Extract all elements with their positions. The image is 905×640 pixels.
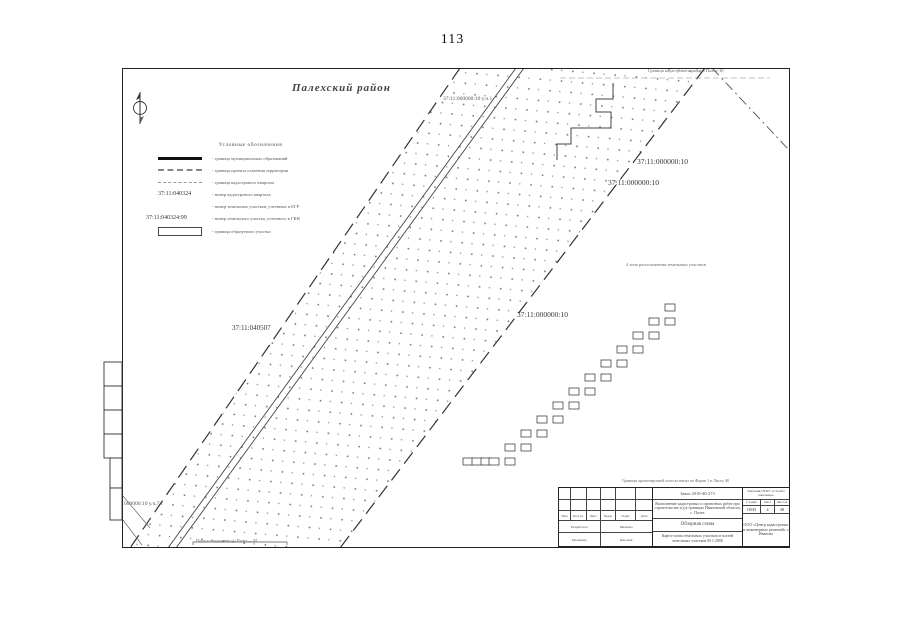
title-block <box>558 487 790 547</box>
parcel-label-center: 37:11:000000:10 <box>517 310 568 319</box>
municipal-boundary-line <box>712 68 789 150</box>
stamp-note: Границы проектируемой полосы взяты по Форме 1 и Листу 48 <box>622 478 729 483</box>
parcel-label-bottom-left: 000000:10 у.ч.7 <box>124 501 160 507</box>
parcel-square <box>489 458 499 465</box>
rev-header-ndok: №док <box>601 511 617 520</box>
bottom-left-tick-2 <box>123 520 142 545</box>
order-number: Заказ 2019-40-273 <box>680 490 715 496</box>
parcel-square <box>585 388 595 395</box>
legend-item-formed-parcel: - граница образуемого участка <box>158 224 343 238</box>
parcel-square <box>537 416 547 423</box>
thick-solid-line-symbol <box>158 157 206 160</box>
project-description: Выполнение кадастровых и проектных работ при строительстве а/д в границах Ивановской области, с. Палех <box>654 500 741 516</box>
north-arrow-icon <box>134 92 147 124</box>
parcel-label-right-upper: 37:11:000000:10 <box>637 157 688 166</box>
rev-header-data: Дата <box>640 513 648 518</box>
parcel-label-top: 37:11:000000:10 у.ч.1 <box>443 96 493 102</box>
role-checker-name: Киселев <box>620 537 633 542</box>
stamp-center <box>653 488 743 546</box>
legend-title: Условные обозначения <box>218 142 283 148</box>
parcel-number-sample: 37:11:040324:99 <box>146 215 187 221</box>
stamp-right <box>743 488 789 546</box>
parcel-label-right-lower: 37:11:000000:10 <box>608 178 659 187</box>
parcel-square <box>505 458 515 465</box>
parcel-square <box>569 402 579 409</box>
role-checker: Проверил <box>559 533 601 546</box>
stage-value: ОМЗ <box>743 506 761 513</box>
legend-item-quarter-boundary: - граница кадастрового квартала <box>158 176 343 188</box>
rev-header-izm: Изм <box>559 511 571 520</box>
zone-note-label: 4 зона расположения земельных участков <box>626 262 706 267</box>
parcel-square <box>472 458 482 465</box>
parcel-square <box>569 388 579 395</box>
parcel-square <box>553 402 563 409</box>
parcel-square <box>665 304 675 311</box>
parcel-square <box>521 444 531 451</box>
parcel-square <box>521 430 531 437</box>
organization-cell: ООО «Центр кадастровых и инженерных решений» г. Иваново <box>743 522 789 537</box>
role-developer-name: Иванова <box>620 524 633 529</box>
rev-header-koluch: Кол.уч <box>571 511 587 520</box>
role-developer: Разработал <box>559 521 601 533</box>
parcel-square <box>665 318 675 325</box>
sheet-value: 4 <box>761 506 775 513</box>
parcel-square <box>649 332 659 339</box>
page-number: 113 <box>440 32 465 47</box>
corridor-dot-fill <box>130 68 705 548</box>
legend-item-quarter-number: 37:11:040324 - номер кадастрового квартала <box>158 191 271 197</box>
client-cell: Заказчик ОГКУ «Служба заказчика» <box>747 488 785 497</box>
parcel-square <box>553 416 563 423</box>
parcel-square <box>633 346 643 353</box>
sheets-label: Листов <box>776 500 788 505</box>
parcel-square <box>601 374 611 381</box>
parcel-square <box>649 318 659 325</box>
parcel-square <box>617 360 627 367</box>
sheets-value: 48 <box>779 506 785 512</box>
district-label: Палехский район <box>292 82 391 94</box>
parcel-square <box>537 430 547 437</box>
legend-item-egr-number: - номер земельных участков, учтенных в ЕГР <box>212 203 299 209</box>
boundary-note-label: Граница кадастрового района Палех-10 <box>648 68 724 73</box>
parcel-square <box>633 332 643 339</box>
parcel-square <box>463 458 473 465</box>
parcel-square <box>601 360 611 367</box>
left-margin-boxes <box>104 362 122 520</box>
legend-item-project-boundary: - граница проекта освоения территории <box>158 164 343 176</box>
stage-label: Стадия <box>743 500 761 505</box>
doc-title: Карта-схема земельных участков и частей земельных участков М 1:2000 <box>661 533 734 543</box>
sheet-label: Лист <box>761 500 775 505</box>
parcel-square <box>585 374 595 381</box>
sheet-name: Обзорная схема <box>680 522 715 528</box>
dashed-line-symbol <box>158 182 206 183</box>
rev-header-list: Лист <box>587 511 601 520</box>
quarter-number-sample: 37:11:040324 <box>158 191 192 197</box>
quarter-number-label: 37:11:040507 <box>232 324 271 332</box>
parcel-square <box>617 346 627 353</box>
parcel-rect-symbol <box>158 227 206 236</box>
dash-dot-line-symbol <box>158 169 206 171</box>
revision-table <box>559 488 653 546</box>
legend-item-municipal-boundary: - граница муниципальных образований <box>158 152 343 164</box>
rev-header-podp: Подп. <box>616 511 636 520</box>
bottom-strip-label: Полоса отчуждения а/д Палех — М <box>196 538 257 543</box>
legend-item-gkn-number: 37:11:040324:99 - номер земельного участка, учтенного в ГКН <box>146 215 300 221</box>
parcel-square <box>505 444 515 451</box>
legend <box>146 142 343 238</box>
